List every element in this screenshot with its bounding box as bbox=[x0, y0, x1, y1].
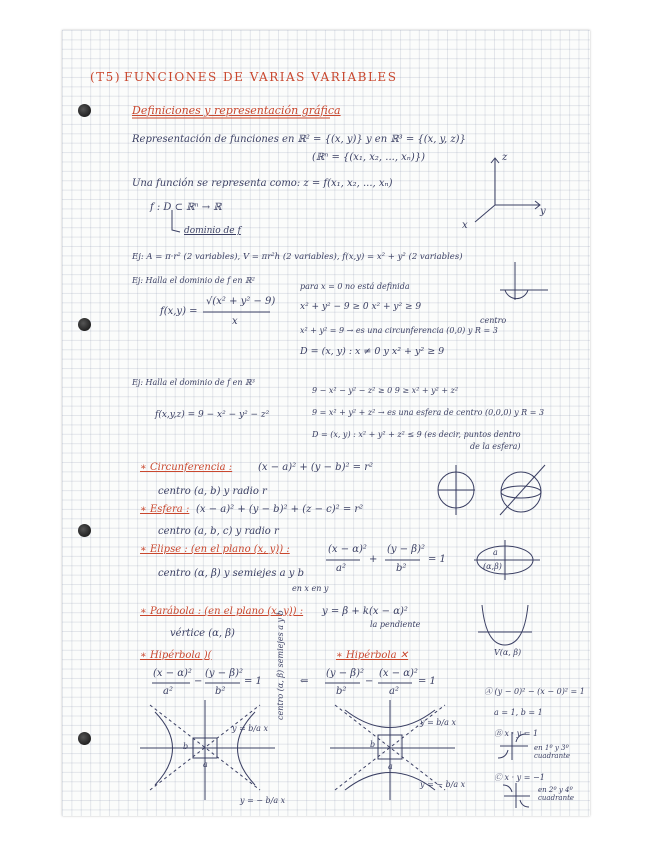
ex1-note-1: para x = 0 no está definida bbox=[300, 282, 410, 291]
esf-label bbox=[140, 504, 189, 515]
ex1-note-4: D = (x, y) : x ≠ 0 y x² + y² ≥ 9 bbox=[300, 346, 445, 357]
section-title: Definiciones y representación gráfica bbox=[132, 104, 341, 117]
ex2-note-4: de la esfera) bbox=[470, 442, 521, 451]
hip1-label bbox=[140, 650, 212, 661]
esf-desc: centro (a, b, c) y radio r bbox=[158, 526, 279, 537]
example-c-note: en 2º y 4º cuadrante bbox=[538, 786, 575, 802]
hyperbola-horizontal-sketch bbox=[140, 700, 275, 800]
parabola-sketch bbox=[478, 605, 532, 645]
elip-label bbox=[140, 544, 290, 555]
hip2-n1: (y − β)² bbox=[326, 668, 364, 679]
example-b: Ⓑ x · y = 1 bbox=[494, 729, 539, 738]
ex2-note-3: D = (x, y) : x² + y² + z² ≤ 9 (es decir, puntos dentro bbox=[312, 430, 521, 439]
example-a: Ⓐ (y − 0)² − (x − 0)² = 1 bbox=[484, 687, 585, 696]
ex1-f-lhs: f(x,y) = bbox=[160, 306, 198, 317]
elip-rhs: = 1 bbox=[428, 554, 446, 565]
ex2-question: Ej: Halla el dominio de f en ℝ³ bbox=[132, 378, 255, 387]
hip2-d1: b² bbox=[336, 686, 347, 697]
hip1-label-text: ∗ Hipérbola )( bbox=[140, 650, 212, 661]
axis-y-label: y bbox=[540, 206, 546, 217]
circle-sketch bbox=[438, 465, 475, 515]
ex2-note-2: 9 = x² + y² + z² → es una esfera de centro (0,0,0) y R = 3 bbox=[312, 408, 545, 417]
ex1-numerator: √(x² + y² − 9) bbox=[206, 296, 276, 307]
axes-3d-sketch bbox=[475, 158, 540, 222]
quarter-circle-sketch bbox=[500, 262, 548, 300]
hip1-label-a: a bbox=[203, 760, 208, 769]
ellipse-sketch bbox=[474, 540, 540, 580]
hip1-rhs: = 1 bbox=[244, 676, 262, 687]
elip-n2: (y − β)² bbox=[387, 544, 425, 555]
hip2-label-text: ∗ Hipérbola ✕ bbox=[336, 650, 409, 661]
hip2-n2: (x − α)² bbox=[379, 668, 418, 679]
circ-eq: (x − a)² + (y − b)² = r² bbox=[258, 462, 374, 473]
sphere-sketch bbox=[500, 465, 545, 515]
hip1-n2: (y − β)² bbox=[205, 668, 243, 679]
hip2-label bbox=[336, 650, 408, 661]
rep-line-2: (ℝⁿ = {(x₁, x₂, ..., xₙ)}) bbox=[312, 152, 426, 163]
examples-line: Ej: A = π·r² (2 variables), V = πr²h (2 variables), f(x,y) = x² + y² (2 variables) bbox=[132, 252, 463, 262]
ex2-f: f(x,y,z) = 9 − x² − y² − z² bbox=[155, 410, 270, 420]
asymptote-4: y = − b/a x bbox=[420, 780, 466, 789]
par-vertex: V(α, β) bbox=[494, 648, 522, 657]
ex1-question: Ej: Halla el dominio de f en ℝ² bbox=[132, 276, 255, 285]
asymptote-2: y = − b/a x bbox=[240, 796, 286, 805]
elip-n1: (x − α)² bbox=[328, 544, 367, 555]
elip-label-a: a bbox=[493, 548, 498, 557]
hip1-d1: a² bbox=[163, 686, 173, 697]
hip2-d2: a² bbox=[389, 686, 399, 697]
elip-desc-2: en x en y bbox=[292, 584, 329, 593]
elip-d2: b² bbox=[396, 563, 407, 574]
par-eq: y = β + k(x − α)² bbox=[322, 606, 408, 617]
hip1-label-b: b bbox=[183, 742, 189, 751]
hip2-label-a: a bbox=[388, 762, 393, 771]
hip1-n1: (x − α)² bbox=[153, 668, 192, 679]
par-pend: la pendiente bbox=[370, 620, 421, 629]
rep-line-1: Representación de funciones en ℝ² = {(x, y)} y en ℝ³ = {(x, y, z)} bbox=[132, 134, 466, 145]
asymptote-1: y = b/a x bbox=[232, 724, 268, 733]
par-label-text: ∗ Parábola : (en el plano (x, y)) : bbox=[140, 606, 304, 617]
par-desc: vértice (α, β) bbox=[170, 628, 235, 639]
example-b-note: en 1º y 3º cuadrante bbox=[534, 744, 571, 760]
example-a-2: a = 1, b = 1 bbox=[494, 708, 543, 717]
rep-line-5: dominio de f bbox=[184, 226, 241, 236]
hip2-label-b: b bbox=[370, 740, 376, 749]
hip1-d2: b² bbox=[215, 686, 226, 697]
hip-arrow: ⇐ bbox=[300, 676, 309, 687]
elip-label-center: (α,β) bbox=[483, 562, 502, 571]
asymptote-3: y = b/a x bbox=[420, 718, 456, 727]
page-number: (T5) bbox=[90, 70, 122, 84]
axis-x-label: x bbox=[462, 220, 468, 231]
esf-eq: (x − a)² + (y − b)² + (z − c)² = r² bbox=[196, 504, 364, 515]
elip-label-text: ∗ Elipse : (en el plano (x, y)) : bbox=[140, 544, 290, 555]
ex1-note-3: x² + y² = 9 → es una circunferencia (0,0) y R = 3 bbox=[300, 326, 498, 335]
ex1-centro: centro bbox=[480, 316, 507, 325]
circ-desc: centro (a, b) y radio r bbox=[158, 486, 267, 497]
hip2-rhs: = 1 bbox=[418, 676, 436, 687]
hip-side-note: centro (α, β) semiejes a y b bbox=[276, 610, 285, 720]
example-c-sketch bbox=[503, 783, 530, 808]
ex1-denominator: x bbox=[232, 316, 238, 327]
elip-desc: centro (α, β) y semiejes a y b bbox=[158, 568, 305, 579]
axis-z-label: z bbox=[502, 152, 508, 163]
elip-plus: + bbox=[369, 554, 378, 565]
hip1-minus: − bbox=[194, 676, 203, 687]
ex2-note-1: 9 − x² − y² − z² ≥ 0 9 ≥ x² + y² + z² bbox=[312, 386, 459, 395]
circ-label-text: ∗ Circunferencia : bbox=[140, 462, 233, 473]
example-c: Ⓒ x · y = −1 bbox=[494, 773, 545, 782]
circ-label bbox=[140, 462, 232, 473]
hip2-minus: − bbox=[365, 676, 374, 687]
elip-d1: a² bbox=[336, 563, 346, 574]
ex1-note-2: x² + y² − 9 ≥ 0 x² + y² ≥ 9 bbox=[300, 302, 422, 312]
esf-label-text: ∗ Esfera : bbox=[140, 504, 190, 515]
rep-line-3: Una función se representa como: z = f(x₁, x₂, ..., xₙ) bbox=[132, 178, 393, 189]
page-title: FUNCIONES DE VARIAS VARIABLES bbox=[124, 70, 398, 84]
rep-line-4: f : D ⊂ ℝⁿ → ℝ bbox=[150, 202, 222, 213]
